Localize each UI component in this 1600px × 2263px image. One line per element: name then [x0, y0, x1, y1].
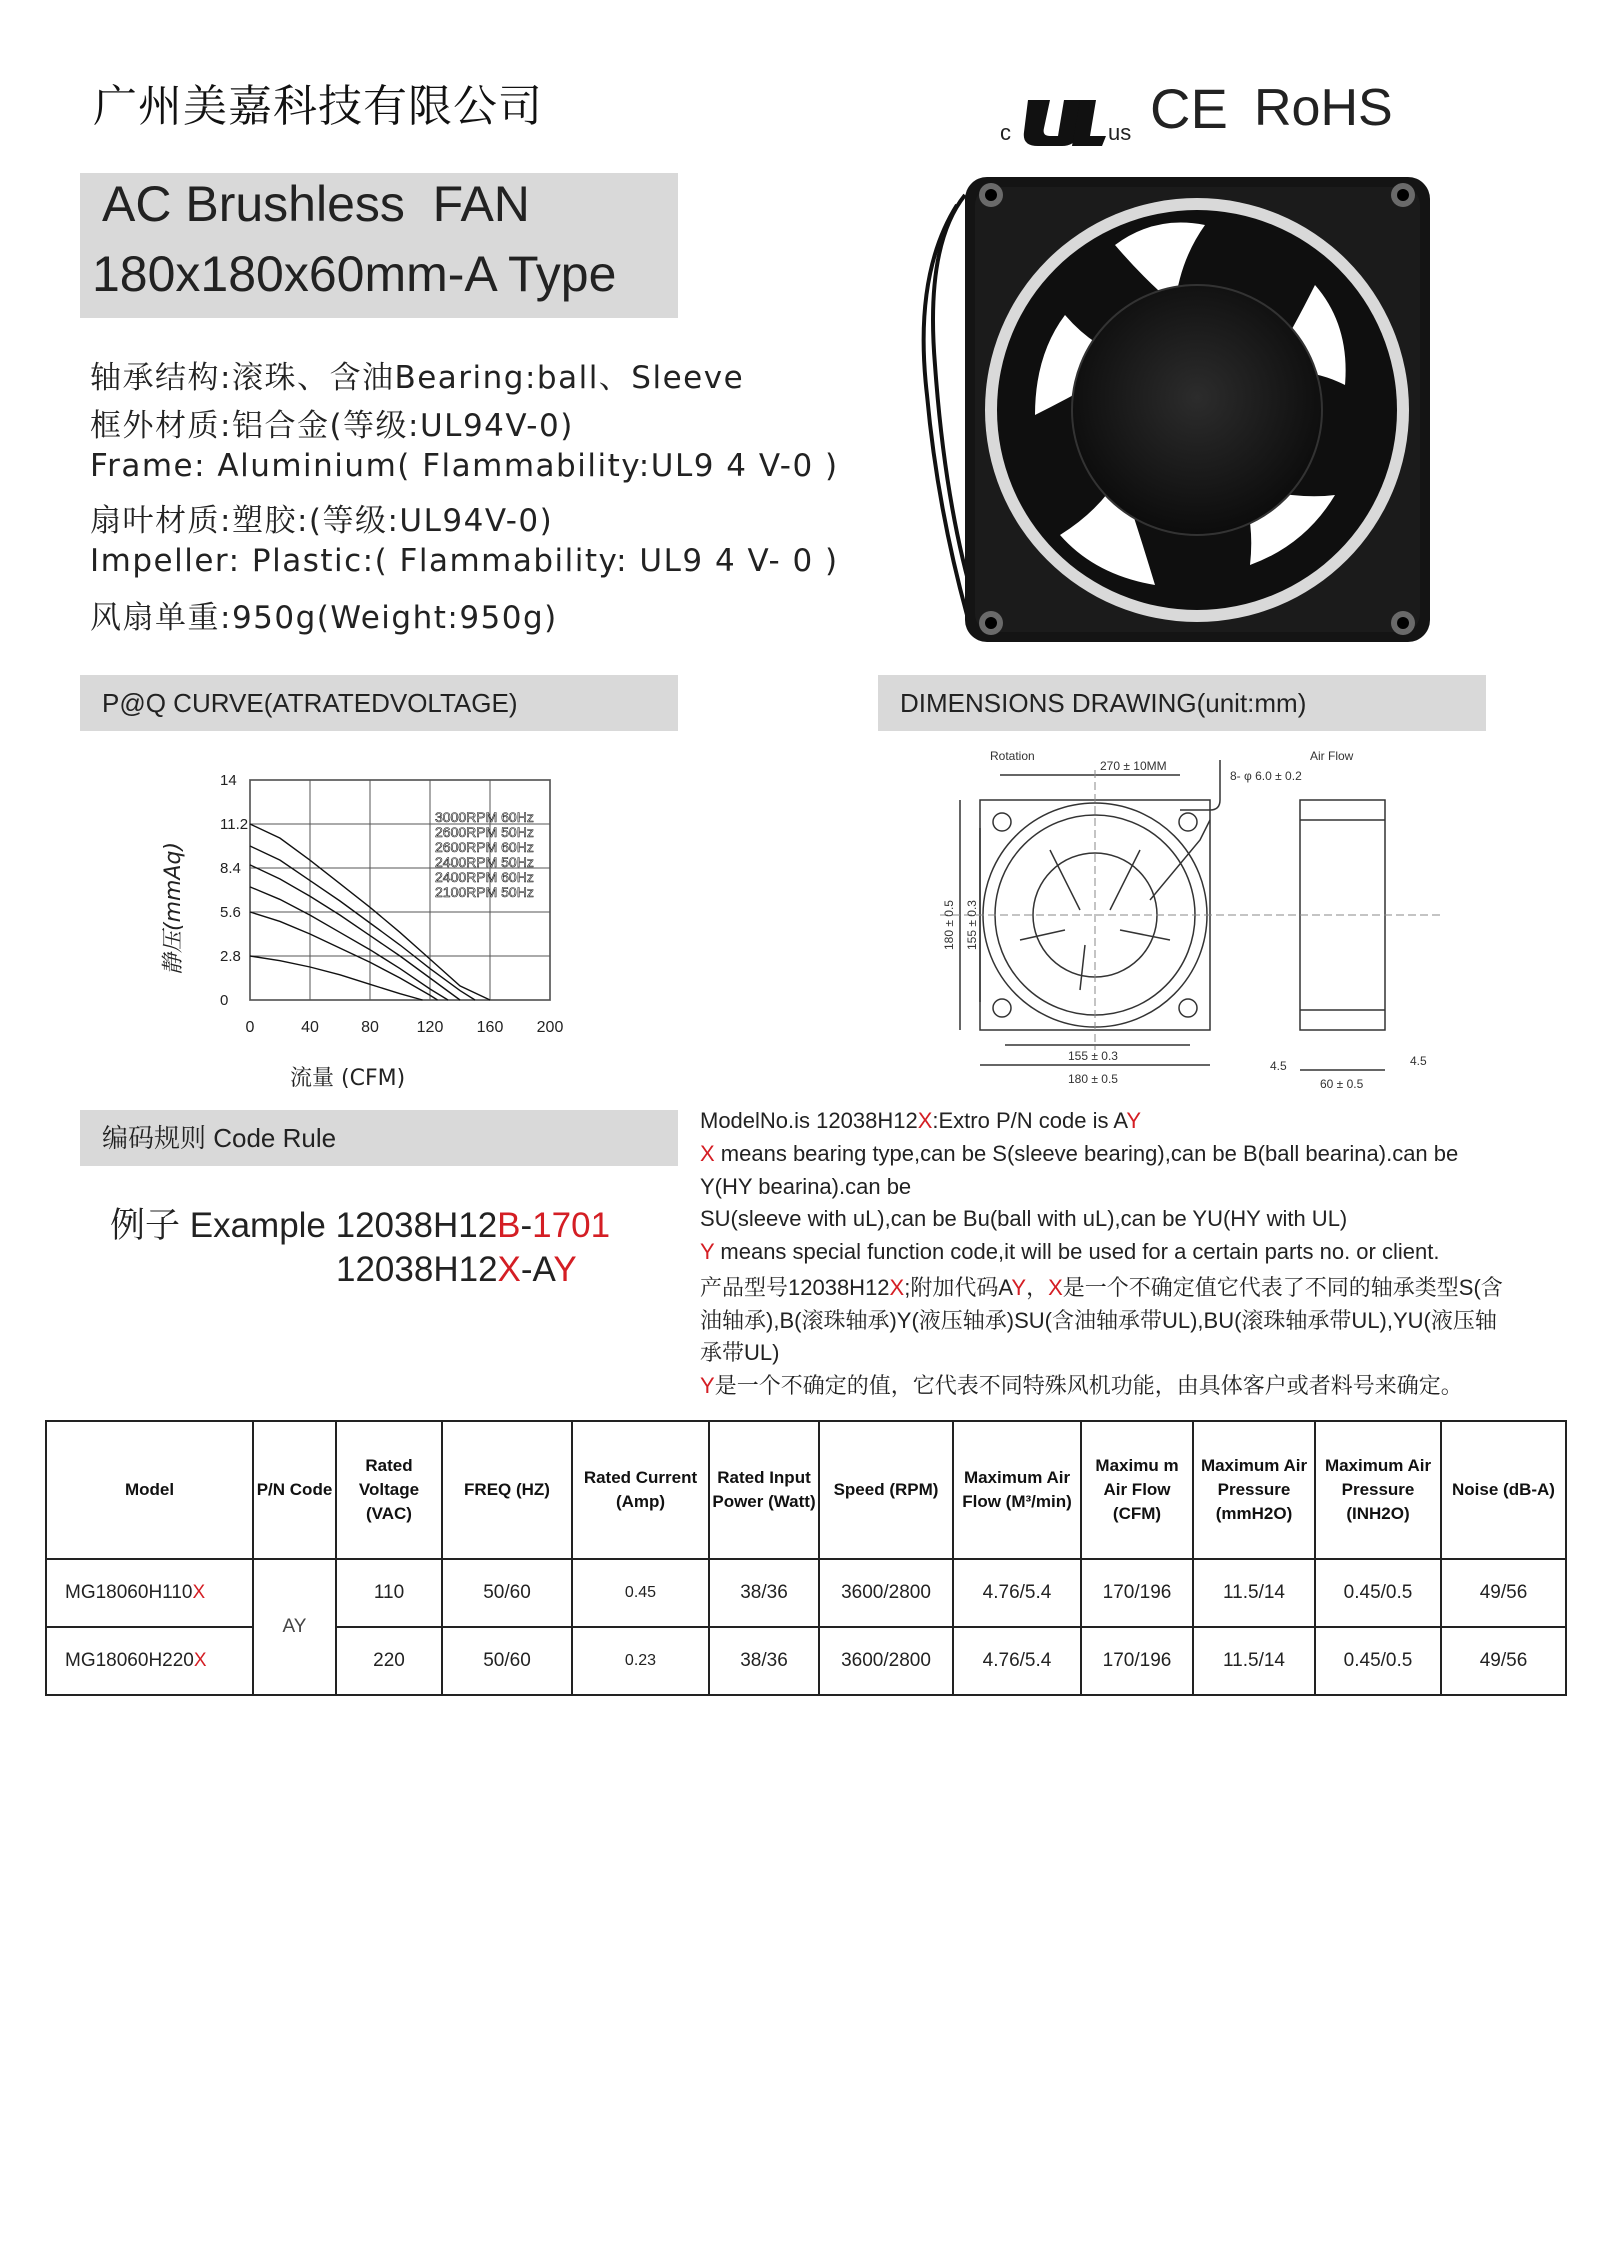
- cell-noise: 49/56: [1441, 1559, 1566, 1627]
- col-rated-current: Rated Current (Amp): [572, 1421, 709, 1559]
- pq-y-tick-label: 5.6: [220, 904, 241, 921]
- note-line-3: Y(HY bearina).can be: [700, 1174, 912, 1199]
- cell-flow-cfm: 170/196: [1081, 1559, 1193, 1627]
- cell-speed: 3600/2800: [819, 1627, 953, 1695]
- note-line-9: Y是一个不确定的值，它代表不同特殊风机功能，由具体客户或者料号来确定。: [700, 1373, 1463, 1398]
- dim-airflow-label: Air Flow: [1310, 749, 1354, 763]
- pq-series-line: [250, 887, 448, 1000]
- note-line-7: 油轴承),B(滚珠轴承)Y(液压轴承)SU(含油轴承带UL),BU(滚珠轴承带UL),YU(液压轴: [700, 1308, 1497, 1333]
- col-pressure-in: Maximum Air Pressure (INH2O): [1315, 1421, 1441, 1559]
- cell-current: 0.45: [572, 1559, 709, 1627]
- pq-legend-entry: 2400RPM 60Hz: [435, 869, 534, 885]
- example2-x: X: [497, 1250, 521, 1289]
- example-prefix: 例子 Example 12038H12: [110, 1206, 498, 1245]
- spec-weight: 风扇单重:950g(Weight:950g): [90, 600, 558, 636]
- cell-speed: 3600/2800: [819, 1559, 953, 1627]
- table-header-row: [46, 1421, 1566, 1559]
- ul-us-mark: us: [1108, 120, 1132, 145]
- dim-holes: 8- φ 6.0 ± 0.2: [1230, 769, 1302, 783]
- note-line-2: X means bearing type,can be S(sleeve bearing),can be B(ball bearina).can be: [700, 1141, 1459, 1166]
- dim-width-inner: 155 ± 0.3: [1068, 1049, 1118, 1063]
- cell-freq: 50/60: [442, 1559, 572, 1627]
- pq-x-tick-label: 40: [301, 1019, 319, 1036]
- pq-chart: [80, 750, 640, 1100]
- dim-flange-left: 4.5: [1270, 1059, 1287, 1073]
- cell-pressure-mm: 11.5/14: [1193, 1627, 1315, 1695]
- code-example-1: [110, 1198, 610, 1248]
- dim-width-outer: 180 ± 0.5: [1068, 1072, 1118, 1086]
- col-air-flow-m3: Maximum Air Flow (M³/min): [953, 1421, 1081, 1559]
- spec-frame-cn: 框外材质:铝合金(等级:UL94V-0): [90, 408, 574, 444]
- dim-height-inner: 155 ± 0.3: [965, 900, 979, 950]
- note-line-4: SU(sleeve with uL),can be Bu(ball with uL),can be YU(HY with UL): [700, 1206, 1348, 1231]
- col-model: Model: [46, 1421, 253, 1559]
- spec-impeller-en: Impeller: Plastic:( Flammability: UL9 4 V- 0 ): [90, 543, 839, 579]
- note-line-8: 承带UL): [700, 1340, 780, 1365]
- product-title: AC Brushless FAN: [102, 176, 530, 232]
- spec-bearing: 轴承结构:滚珠、含油Bearing:ball、Sleeve: [90, 360, 745, 396]
- col-freq: FREQ (HZ): [442, 1421, 572, 1559]
- example-suffix: 1701: [532, 1206, 611, 1245]
- col-pressure-mm: Maximum Air Pressure (mmH2O): [1193, 1421, 1315, 1559]
- code-rule-header: 编码规则 Code Rule: [80, 1110, 678, 1166]
- example2-prefix: 12038H12: [336, 1250, 498, 1289]
- note-line-5: Y means special function code,it will be used for a certain parts no. or client.: [700, 1239, 1440, 1264]
- pq-x-tick-label: 160: [476, 1019, 504, 1036]
- cell-pressure-in: 0.45/0.5: [1315, 1559, 1441, 1627]
- example2-dash: -A: [520, 1250, 554, 1289]
- cell-freq: 50/60: [442, 1627, 572, 1695]
- table-row: [46, 1559, 1566, 1627]
- ce-mark: CE: [1150, 77, 1228, 140]
- col-air-flow-cfm: Maximu m Air Flow (CFM): [1081, 1421, 1193, 1559]
- pq-series-line: [250, 956, 423, 1000]
- cell-power: 38/36: [709, 1627, 819, 1695]
- cell-voltage: 110: [336, 1559, 442, 1627]
- col-rated-voltage: Rated Voltage (VAC): [336, 1421, 442, 1559]
- pq-curve-header: P@Q CURVE(ATRATEDVOLTAGE): [80, 675, 678, 731]
- cell-power: 38/36: [709, 1559, 819, 1627]
- ul-icon: [1014, 92, 1114, 152]
- pq-x-label: 流量 (CFM): [290, 1066, 406, 1091]
- dimensions-header: DIMENSIONS DRAWING(unit:mm): [878, 675, 1486, 731]
- pq-legend-entry: 3000RPM 60Hz: [435, 809, 534, 825]
- dim-rotation-label: Rotation: [990, 749, 1035, 763]
- dim-lead-length: 270 ± 10MM: [1100, 759, 1167, 773]
- product-subtitle: 180x180x60mm-A Type: [92, 246, 617, 302]
- company-name: 广州美嘉科技有限公司: [93, 81, 543, 132]
- pq-legend-entry: 2400RPM 50Hz: [435, 854, 534, 870]
- cell-current: 0.23: [572, 1627, 709, 1695]
- cell-flow-m3: 4.76/5.4: [953, 1559, 1081, 1627]
- pq-legend-entry: 2600RPM 60Hz: [435, 839, 534, 855]
- ul-c-mark: c: [1000, 120, 1011, 145]
- code-example-2: [336, 1250, 577, 1290]
- pq-y-tick-label: 14: [220, 772, 237, 789]
- cell-model: MG18060H220X: [46, 1627, 253, 1695]
- fan-photo: [905, 165, 1445, 645]
- cell-noise: 49/56: [1441, 1627, 1566, 1695]
- col-speed: Speed (RPM): [819, 1421, 953, 1559]
- pq-y-tick-label: 11.2: [220, 816, 249, 833]
- dim-depth: 60 ± 0.5: [1320, 1077, 1364, 1091]
- pq-x-tick-label: 200: [536, 1019, 564, 1036]
- spec-impeller-cn: 扇叶材质:塑胶:(等级:UL94V-0): [90, 503, 554, 539]
- dim-flange-right: 4.5: [1410, 1054, 1427, 1068]
- cell-pressure-in: 0.45/0.5: [1315, 1627, 1441, 1695]
- cell-model: MG18060H110X: [46, 1559, 253, 1627]
- example-bearing-code: B: [497, 1206, 521, 1245]
- col-input-power: Rated Input Power (Watt): [709, 1421, 819, 1559]
- example-dash: -: [520, 1206, 533, 1245]
- cell-voltage: 220: [336, 1627, 442, 1695]
- col-pn-code: P/N Code: [253, 1421, 336, 1559]
- pq-x-tick-label: 120: [416, 1019, 444, 1036]
- spec-frame-en: Frame: Aluminium( Flammability:UL9 4 V-0 ): [90, 448, 839, 484]
- cell-flow-m3: 4.76/5.4: [953, 1627, 1081, 1695]
- cell-pressure-mm: 11.5/14: [1193, 1559, 1315, 1627]
- pq-legend-entry: 2100RPM 50Hz: [435, 884, 534, 900]
- rohs-mark: RoHS: [1254, 79, 1393, 137]
- spec-table: [45, 1420, 1567, 1696]
- pq-x-tick-label: 80: [361, 1019, 379, 1036]
- col-noise: Noise (dB-A): [1441, 1421, 1566, 1559]
- dim-height-outer: 180 ± 0.5: [942, 900, 956, 950]
- pq-y-tick-label: 0: [220, 992, 229, 1009]
- example2-y: Y: [553, 1250, 577, 1289]
- pq-legend-entry: 2600RPM 50Hz: [435, 824, 534, 840]
- dimensions-drawing: [880, 740, 1440, 1100]
- pq-x-tick-label: 0: [245, 1019, 255, 1036]
- pq-y-tick-label: 8.4: [220, 860, 241, 877]
- pq-y-label: 静压(mmAq): [161, 841, 186, 975]
- note-line-1: ModelNo.is 12038H12X:Extro P/N code is AY: [700, 1108, 1142, 1133]
- cell-flow-cfm: 170/196: [1081, 1627, 1193, 1695]
- cell-pn-code: AY: [253, 1559, 336, 1695]
- pq-y-tick-label: 2.8: [220, 948, 241, 965]
- note-line-6: 产品型号12038H12X;附加代码AY，X是一个不确定值它代表了不同的轴承类型S(含: [700, 1275, 1503, 1300]
